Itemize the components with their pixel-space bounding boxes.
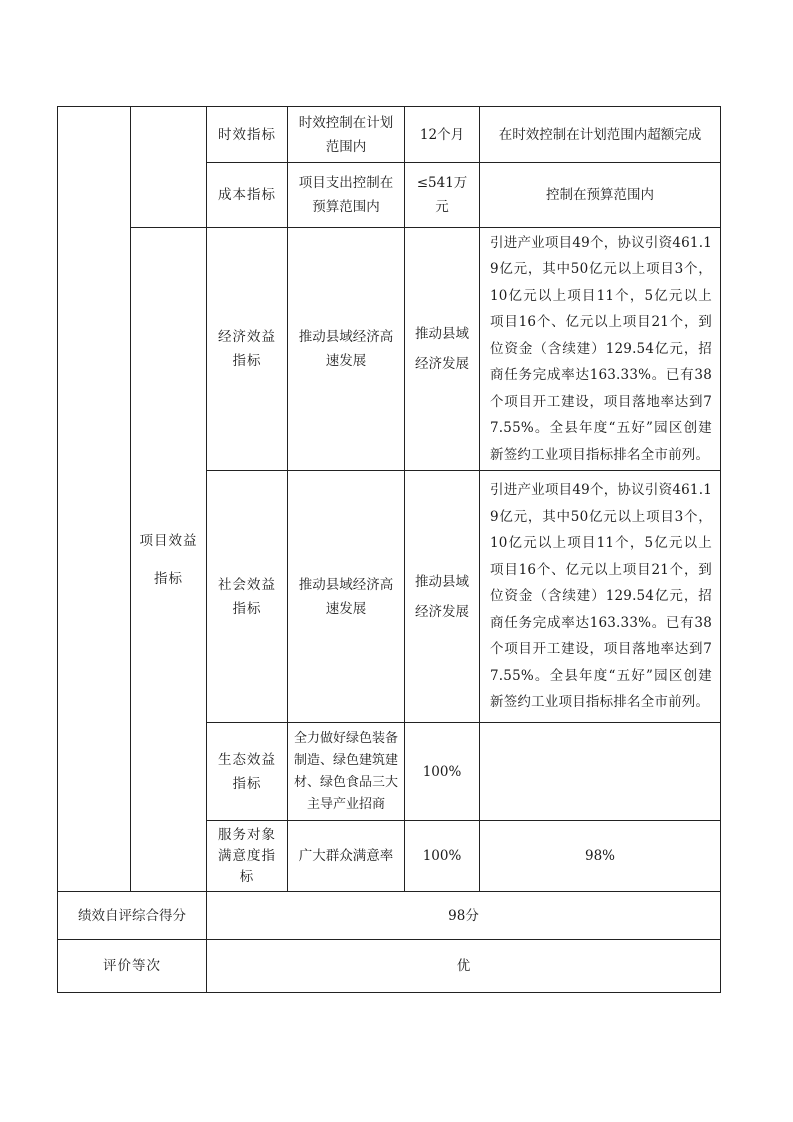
result-text: 在时效控制在计划范围内超额完成 bbox=[498, 126, 702, 143]
result-cell bbox=[480, 228, 720, 470]
table-border-bottom bbox=[57, 992, 721, 993]
target-cell bbox=[405, 107, 479, 162]
indicator-label: 生态效益指标 bbox=[218, 751, 276, 792]
grade-value-cell bbox=[207, 940, 720, 992]
indicator-cell bbox=[207, 821, 287, 891]
indicator-label: 成本指标 bbox=[218, 187, 276, 203]
content-cell bbox=[288, 163, 404, 227]
result-cell bbox=[480, 821, 720, 891]
result-text: 引进产业项目49个，协议引资461.19亿元，其中50亿元以上项目3个，10亿元以上项目11个，5亿元以上项目16个、亿元以上项目21个，到位资金（含续建）129.54亿元，招商任务完成率达163.33%。已有38个项目开工建设，项目落地率达到77.55%。全县年度“五好”园区创建新签约工业项目指标排名全市前列。 bbox=[490, 234, 712, 463]
indicator-cell bbox=[207, 163, 287, 227]
result-text: 引进产业项目49个，协议引资461.19亿元，其中50亿元以上项目3个，10亿元以上项目11个，5亿元以上项目16个、亿元以上项目21个，到位资金（含续建）129.54亿元，招商任务完成率达163.33%。已有38个项目开工建设，项目落地率达到77.55%。全县年度“五好”园区创建新签约工业项目指标排名全市前列。 bbox=[490, 482, 712, 711]
score-label: 绩效自评综合得分 bbox=[78, 907, 186, 924]
score-value-cell bbox=[207, 892, 720, 939]
table-border-right bbox=[720, 106, 721, 993]
target-value: 推动县域经济发展 bbox=[415, 326, 469, 372]
content-cell bbox=[288, 723, 404, 820]
target-cell bbox=[405, 163, 479, 227]
target-cell bbox=[405, 723, 479, 820]
content-text: 项目支出控制在预算范围内 bbox=[298, 175, 394, 215]
benefit-group-cell bbox=[131, 228, 206, 891]
score-label-cell bbox=[58, 892, 206, 939]
result-text: 98% bbox=[584, 848, 615, 864]
indicator-cell bbox=[207, 228, 287, 470]
content-text: 广大群众满意率 bbox=[298, 848, 394, 864]
result-cell bbox=[480, 471, 720, 722]
content-cell bbox=[288, 821, 404, 891]
content-cell bbox=[288, 228, 404, 470]
indicator-label: 经济效益指标 bbox=[218, 329, 276, 369]
grade-label: 评价等次 bbox=[103, 958, 161, 974]
target-value: 12个月 bbox=[419, 126, 465, 143]
content-text: 推动县域经济高速发展 bbox=[298, 576, 394, 617]
content-text: 推动县域经济高速发展 bbox=[298, 329, 394, 369]
indicator-label: 社会效益指标 bbox=[218, 576, 276, 617]
content-cell bbox=[288, 471, 404, 722]
result-cell bbox=[480, 723, 720, 820]
grade-label-cell bbox=[58, 940, 206, 992]
grade-value: 优 bbox=[456, 958, 471, 974]
target-value: 100% bbox=[422, 848, 462, 864]
indicator-label: 服务对象满意度指标 bbox=[218, 826, 276, 885]
target-value: ≤541万元 bbox=[416, 175, 468, 215]
score-value: 98分 bbox=[448, 907, 479, 924]
target-cell bbox=[405, 471, 479, 722]
content-cell bbox=[288, 107, 404, 162]
indicator-label: 时效指标 bbox=[218, 126, 276, 143]
target-cell bbox=[405, 821, 479, 891]
benefit-group-label: 项目效益指标 bbox=[139, 532, 198, 587]
indicator-cell bbox=[207, 723, 287, 820]
indicator-cell bbox=[207, 107, 287, 162]
indicator-cell bbox=[207, 471, 287, 722]
target-value: 推动县域经济发展 bbox=[415, 573, 469, 620]
content-text: 全力做好绿色装备制造、绿色建筑建材、绿色食品三大主导产业招商 bbox=[294, 730, 399, 812]
target-value: 100% bbox=[422, 763, 462, 780]
result-text: 控制在预算范围内 bbox=[546, 187, 654, 203]
target-cell bbox=[405, 228, 479, 470]
table-border-left bbox=[57, 106, 58, 993]
content-text: 时效控制在计划范围内 bbox=[298, 114, 394, 155]
result-cell bbox=[480, 163, 720, 227]
result-cell bbox=[480, 107, 720, 162]
